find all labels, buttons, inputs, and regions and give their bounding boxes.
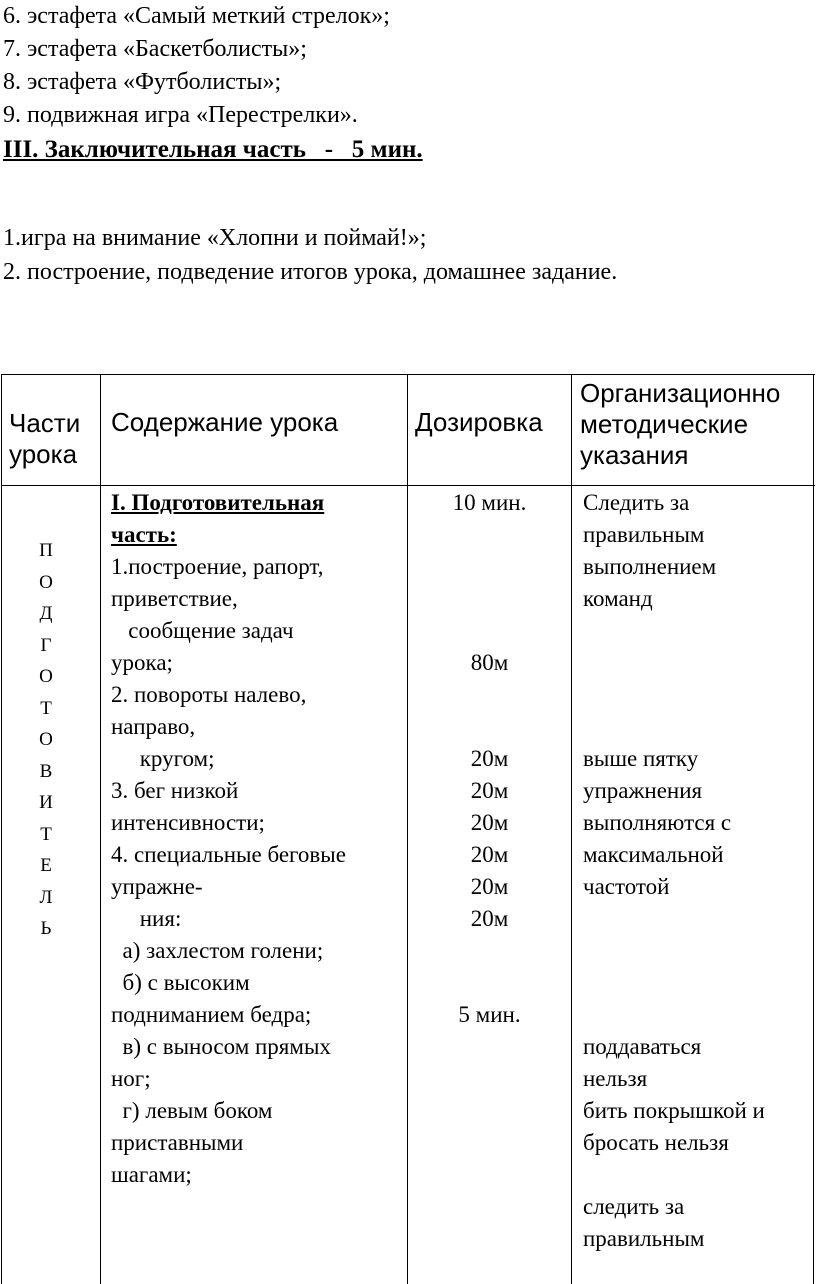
- dosage-cell: [408, 487, 571, 1031]
- part-letter: В: [39, 760, 53, 782]
- header-parts: [9, 408, 97, 470]
- guidance-line: нельзя: [583, 1066, 648, 1091]
- content-line: 3. бег низкой: [111, 778, 239, 803]
- dosage-line: 20м: [470, 746, 509, 771]
- guidance-line: команд: [583, 586, 653, 611]
- guidance-line: выполнением: [583, 554, 717, 579]
- section-title: часть:: [111, 522, 177, 547]
- final-line-2: 2. построение, подведение итогов урока, домашнее задание.: [3, 259, 618, 285]
- guidance-line: поддаваться: [583, 1034, 702, 1059]
- guidance-line: максимальной: [583, 842, 724, 867]
- content-line: подниманием бедра;: [111, 1002, 312, 1027]
- guidance-line: правильным: [583, 522, 705, 547]
- guidance-line: выше пятку: [583, 746, 699, 771]
- header-parts-line: Части: [9, 408, 81, 438]
- guidance-line: [583, 647, 811, 679]
- dosage-line: [408, 935, 571, 967]
- dosage-line: 5 мин.: [458, 1002, 521, 1027]
- content-line: ног;: [111, 1066, 151, 1091]
- dosage-line: [408, 679, 571, 711]
- guidance-line: правильным: [583, 1226, 705, 1251]
- guidance-line: [583, 903, 811, 935]
- part-letter: И: [39, 792, 53, 813]
- content-line: 2. повороты налево,: [111, 682, 307, 707]
- intro-line-8: 8. эстафета «Футболисты»;: [3, 69, 282, 95]
- guidance-line: [583, 711, 811, 743]
- dosage-line: [408, 711, 571, 743]
- content-line: направо,: [111, 714, 196, 739]
- header-guidance: [580, 378, 780, 471]
- content-line: ния:: [111, 906, 182, 931]
- guidance-line: [583, 999, 811, 1031]
- final-line-1: 1.игра на внимание «Хлопни и поймай!»;: [3, 225, 427, 251]
- header-guidance-line: методические: [580, 409, 749, 439]
- part-letter: О: [39, 571, 53, 593]
- guidance-line: [583, 615, 811, 647]
- content-line: г) левым боком: [111, 1098, 273, 1123]
- intro-line-7: 7. эстафета «Баскетболисты»;: [3, 36, 307, 62]
- content-line: урока;: [111, 650, 173, 675]
- content-line: 4. специальные беговые: [111, 842, 346, 867]
- dosage-line: 80м: [470, 650, 509, 675]
- col-divider-1: [100, 375, 101, 1284]
- content-line: приветствие,: [111, 586, 238, 611]
- header-parts-line: урока: [9, 439, 78, 469]
- part-letter: О: [39, 666, 53, 687]
- part-letter: П: [39, 540, 53, 561]
- part-letter: Л: [39, 886, 53, 908]
- dosage-line: 10 мин.: [452, 490, 527, 515]
- col-divider-3: [571, 375, 572, 1284]
- content-line: в) с выносом прямых: [111, 1034, 331, 1059]
- guidance-line: [583, 967, 811, 999]
- content-cell: [111, 487, 403, 1191]
- content-line: б) с высоким: [111, 970, 250, 995]
- header-divider: [2, 485, 815, 486]
- dosage-line: 20м: [470, 842, 509, 867]
- dosage-line: 20м: [470, 810, 509, 835]
- part-letter: Т: [40, 823, 52, 845]
- intro-line-9: 9. подвижная игра «Перестрелки».: [3, 102, 358, 128]
- dosage-line: [408, 551, 571, 583]
- dosage-line: 20м: [470, 778, 509, 803]
- guidance-line: упражнения: [583, 778, 703, 803]
- content-line: шагами;: [111, 1162, 192, 1187]
- dosage-line: 20м: [470, 906, 509, 931]
- part-letter: Е: [40, 855, 52, 876]
- guidance-line: [583, 935, 811, 967]
- final-part-heading: III. Заключительная часть - 5 мин.: [3, 136, 423, 163]
- intro-line-6: 6. эстафета «Самый меткий стрелок»;: [3, 3, 390, 29]
- section-title: I. Подготовительная: [111, 490, 325, 515]
- part-letter: Ь: [40, 918, 52, 939]
- part-letter: Д: [39, 603, 53, 624]
- header-content: Содержание урока: [111, 407, 339, 437]
- guidance-line: [583, 1159, 811, 1191]
- header-guidance-line: указания: [580, 440, 689, 470]
- content-line: а) захлестом голени;: [111, 938, 324, 963]
- content-line: кругом;: [111, 746, 215, 771]
- guidance-line: Следить за: [583, 490, 690, 515]
- content-line: приставными: [111, 1130, 244, 1155]
- part-letter: О: [39, 729, 53, 750]
- guidance-line: бросать нельзя: [583, 1130, 729, 1155]
- dosage-line: [408, 519, 571, 551]
- part-letter: Г: [40, 634, 52, 656]
- lesson-table: [1, 374, 815, 1284]
- dosage-line: 20м: [470, 874, 509, 899]
- guidance-line: следить за: [583, 1194, 685, 1219]
- part-letter: Т: [40, 697, 52, 719]
- header-dosage: Дозировка: [415, 407, 543, 437]
- guidance-line: выполняются с: [583, 810, 732, 835]
- dosage-line: [408, 967, 571, 999]
- guidance-line: частотой: [583, 874, 670, 899]
- content-line: интенсивности;: [111, 810, 265, 835]
- content-line: 1.построение, рапорт,: [111, 554, 324, 579]
- content-line: сообщение задач: [111, 618, 294, 643]
- dosage-line: [408, 583, 571, 615]
- dosage-line: [408, 615, 571, 647]
- guidance-line: [583, 679, 811, 711]
- guidance-line: бить покрышкой и: [583, 1098, 765, 1123]
- header-guidance-line: Организационно: [580, 378, 781, 408]
- content-line: упражне-: [111, 874, 203, 899]
- guidance-cell: [583, 487, 811, 1255]
- col-divider-right: [813, 375, 814, 1284]
- part-name-vertical: [36, 535, 56, 945]
